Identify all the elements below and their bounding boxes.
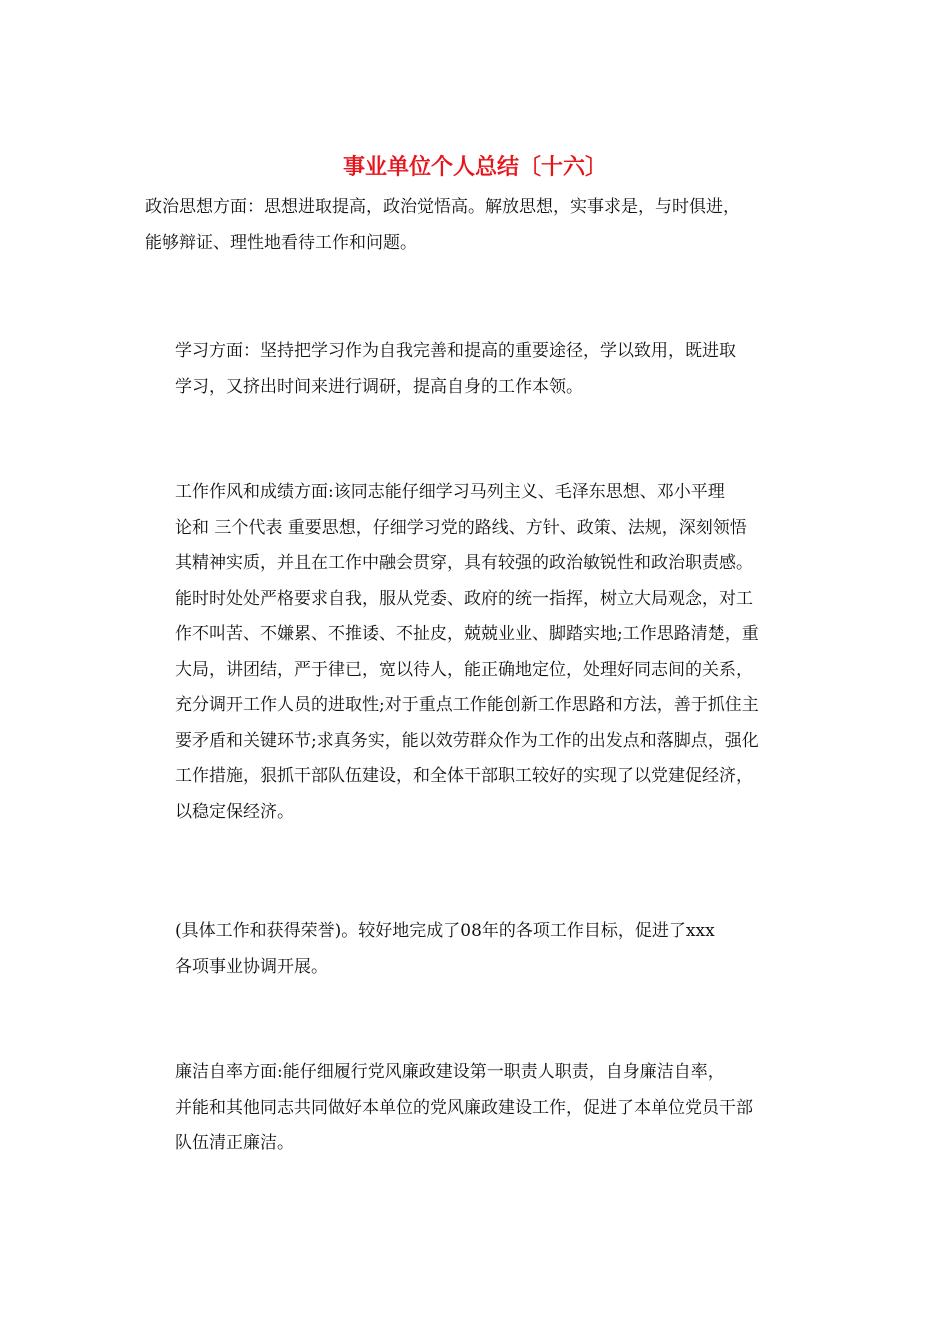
paragraph-line: 廉洁自率方面:能仔细履行党风廉政建设第一职责人职责，自身廉洁自率， [175, 1062, 725, 1082]
paragraph-line: 并能和其他同志共同做好本单位的党风廉政建设工作，促进了本单位党员干部 [175, 1097, 753, 1118]
paragraph-line: (具体工作和获得荣誉)。较好地完成了08年的各项工作目标，促进了xxx [175, 921, 715, 941]
paragraph-line: 充分调开工作人员的进取性;对于重点工作能创新工作思路和方法，善于抓住主 [175, 695, 759, 715]
paragraph-line: 学习，又挤出时间来进行调研，提高自身的工作本领。 [175, 376, 583, 397]
paragraph-line: 能时时处处严格要求自我，服从党委、政府的统一指挥，树立大局观念，对工 [175, 588, 753, 609]
paragraph-integrity [145, 1055, 810, 1162]
paragraph-line: 队伍清正廉洁。 [175, 1133, 294, 1153]
paragraph-work-style [145, 475, 810, 830]
paragraph-line: 作不叫苦、不嫌累、不推诿、不扯皮，兢兢业业、脚踏实地;工作思路清楚，重 [175, 624, 759, 644]
document-title: 事业单位个人总结〔十六〕 [342, 154, 607, 180]
paragraph-achievements [145, 914, 810, 985]
paragraph-line: 政治思想方面：思想进取提高，政治觉悟高。解放思想，实事求是，与时俱进， [145, 197, 740, 217]
paragraph-political-thought [145, 190, 810, 261]
paragraph-line: 论和 三个代表 重要思想，仔细学习党的路线、方针、政策、法规，深刻领悟 [175, 517, 747, 538]
paragraph-line: 工作作风和成绩方面:该同志能仔细学习马列主义、毛泽东思想、邓小平理 [175, 482, 725, 502]
paragraph-line: 各项事业协调开展。 [175, 956, 328, 977]
paragraph-line: 要矛盾和关键环节;求真务实，能以效劳群众作为工作的出发点和落脚点，强化 [175, 730, 759, 751]
paragraph-study [145, 334, 810, 405]
paragraph-line: 学习方面：坚持把学习作为自我完善和提高的重要途径，学以致用，既进取 [175, 341, 736, 361]
paragraph-line: 以稳定保经济。 [175, 801, 294, 822]
paragraph-line: 大局，讲团结，严于律已，宽以待人，能正确地定位，处理好同志间的关系， [175, 659, 753, 680]
paragraph-line: 工作措施，狠抓干部队伍建设，和全体干部职工较好的实现了以党建促经济， [175, 766, 753, 786]
paragraph-line: 其精神实质，并且在工作中融会贯穿，具有较强的政治敏锐性和政治职责感。 [175, 553, 753, 573]
paragraph-line: 能够辩证、理性地看待工作和问题。 [145, 232, 417, 253]
